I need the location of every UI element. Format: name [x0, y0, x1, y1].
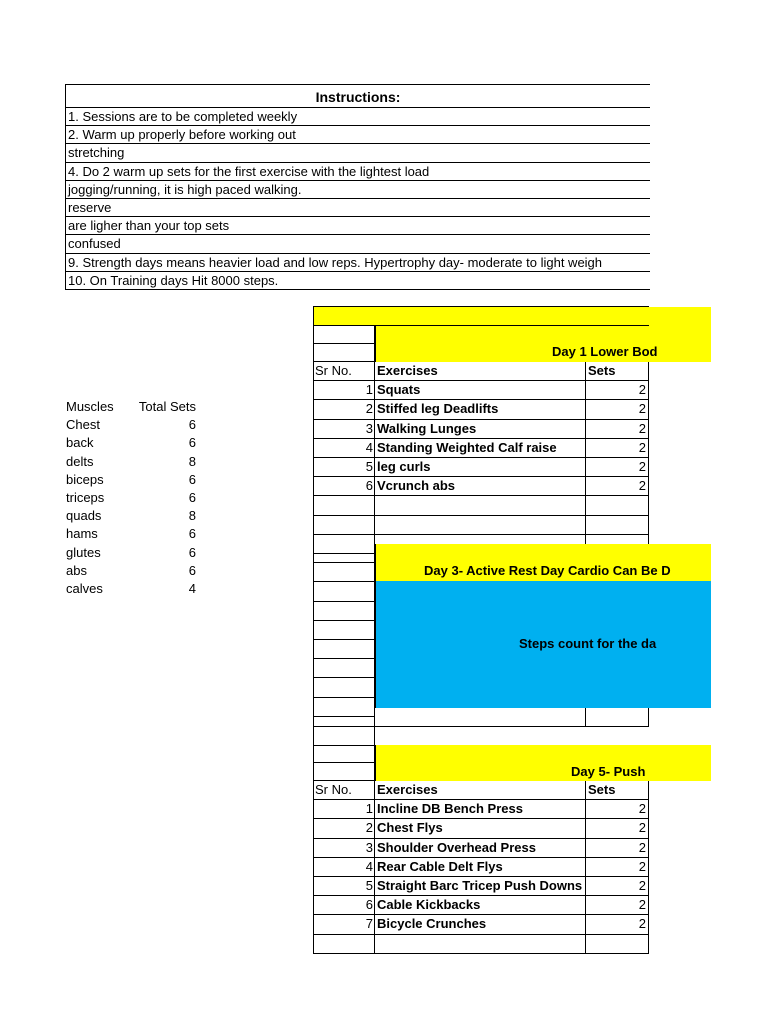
- muscle-sets: 6: [188, 562, 196, 578]
- empty-row: [313, 496, 649, 515]
- day5-title-band: [375, 745, 711, 781]
- day1-table: [313, 362, 649, 554]
- muscle-row: [66, 562, 196, 580]
- row-sr: 5: [313, 877, 375, 895]
- table-row: [313, 839, 649, 858]
- row-sets: 2: [586, 477, 649, 495]
- row-sr: 1: [313, 381, 375, 399]
- row-exercise: Bicycle Crunches: [375, 915, 586, 933]
- row-sets: 2: [586, 839, 649, 857]
- muscle-row: [66, 416, 196, 434]
- empty-row: [313, 935, 649, 954]
- steps-band: [375, 581, 711, 708]
- day3-title: Day 3- Active Rest Day Cardio Can Be D: [424, 563, 671, 578]
- row-sets: 2: [586, 819, 649, 837]
- muscle-name: triceps: [66, 489, 105, 505]
- row-sr: 5: [313, 458, 375, 476]
- col-sr-header: Sr No.: [313, 362, 375, 380]
- muscle-row: [66, 489, 196, 507]
- instruction-row: 4. Do 2 warm up sets for the first exercise with the lightest load: [66, 163, 650, 181]
- row-exercise: Vcrunch abs: [375, 477, 586, 495]
- table-row: [313, 915, 649, 934]
- muscle-name: quads: [66, 508, 102, 524]
- muscle-sets: 6: [188, 489, 196, 505]
- muscle-row: [66, 507, 196, 525]
- muscle-row: [66, 580, 196, 598]
- row-sets: 2: [586, 896, 649, 914]
- muscle-name: abs: [66, 562, 87, 578]
- col-sets-header: Sets: [586, 781, 649, 799]
- instruction-row: confused: [66, 235, 650, 253]
- day3-title-band: [375, 544, 711, 581]
- day5-spacer-cells: [313, 745, 375, 781]
- instruction-row: 9. Strength days means heavier load and low reps. Hypertrophy day- moderate to light weigh: [66, 254, 650, 272]
- row-sets: 2: [586, 439, 649, 457]
- muscle-sets: 8: [188, 508, 196, 524]
- instruction-row: reserve: [66, 199, 650, 217]
- muscle-sets: 4: [188, 580, 196, 596]
- col-exercises-header: Exercises: [375, 362, 586, 380]
- table-row: [313, 877, 649, 896]
- row-sr: 4: [313, 858, 375, 876]
- muscle-sets-summary: [66, 398, 196, 598]
- muscle-row: [66, 544, 196, 562]
- table-row: [313, 381, 649, 400]
- row-sr: 2: [313, 400, 375, 418]
- row-exercise: Stiffed leg Deadlifts: [375, 400, 586, 418]
- day1-spacer-cells: [313, 326, 375, 362]
- top-yellow-band-right: [649, 307, 711, 327]
- muscle-row: [66, 525, 196, 543]
- row-sr: 1: [313, 800, 375, 818]
- muscle-name: delts: [66, 453, 94, 469]
- top-yellow-band: [313, 306, 649, 326]
- row-sets: 2: [586, 400, 649, 418]
- muscle-sets: 6: [188, 417, 196, 433]
- muscle-name: glutes: [66, 544, 101, 560]
- row-sets: 2: [586, 458, 649, 476]
- muscle-name: calves: [66, 580, 103, 596]
- instruction-row: 1. Sessions are to be completed weekly: [66, 108, 650, 126]
- day1-title: Day 1 Lower Bod: [552, 344, 658, 359]
- row-sets: 2: [586, 420, 649, 438]
- row-exercise: leg curls: [375, 458, 586, 476]
- row-sr: 7: [313, 915, 375, 933]
- day3-left-cells: [313, 544, 375, 717]
- muscle-sets: 6: [188, 471, 196, 487]
- instruction-row: stretching: [66, 144, 650, 162]
- row-sr: 3: [313, 420, 375, 438]
- instruction-row: 2. Warm up properly before working out: [66, 126, 650, 144]
- table-row: [313, 477, 649, 496]
- row-exercise: Shoulder Overhead Press: [375, 839, 586, 857]
- instructions-title: Instructions:: [66, 85, 650, 108]
- col-sets-header: Sets: [586, 362, 649, 380]
- day1-header-row: [313, 362, 649, 381]
- muscle-name: Chest: [66, 417, 100, 433]
- muscles-header: Muscles: [66, 399, 114, 414]
- muscle-sets: 6: [188, 526, 196, 542]
- table-row: [313, 858, 649, 877]
- row-exercise: Chest Flys: [375, 819, 586, 837]
- steps-count-label: Steps count for the da: [519, 636, 657, 651]
- table-row: [313, 819, 649, 838]
- row-sets: 2: [586, 800, 649, 818]
- instruction-row: 10. On Training days Hit 8000 steps.: [66, 272, 650, 290]
- instructions-table: [65, 84, 650, 290]
- row-sr: 4: [313, 439, 375, 457]
- muscle-sets: 6: [188, 544, 196, 560]
- row-sets: 2: [586, 381, 649, 399]
- row-exercise: Straight Barc Tricep Push Downs: [375, 877, 586, 895]
- row-exercise: Walking Lunges: [375, 420, 586, 438]
- muscle-sets: 6: [188, 435, 196, 451]
- muscle-name: back: [66, 435, 94, 451]
- muscle-header-row: [66, 398, 196, 416]
- table-row: [313, 458, 649, 477]
- col-sr-header: Sr No.: [313, 781, 375, 799]
- row-exercise: Rear Cable Delt Flys: [375, 858, 586, 876]
- muscle-name: hams: [66, 526, 98, 542]
- muscle-name: biceps: [66, 471, 104, 487]
- row-sets: 2: [586, 915, 649, 933]
- table-row: [313, 439, 649, 458]
- row-sr: 6: [313, 896, 375, 914]
- row-exercise: Squats: [375, 381, 586, 399]
- day3-empty-row: [313, 708, 649, 746]
- col-exercises-header: Exercises: [375, 781, 586, 799]
- muscle-sets: 8: [188, 453, 196, 469]
- row-sets: 2: [586, 877, 649, 895]
- table-row: [313, 896, 649, 915]
- row-exercise: Cable Kickbacks: [375, 896, 586, 914]
- instruction-row: jogging/running, it is high paced walking.: [66, 181, 650, 199]
- table-row: [313, 800, 649, 819]
- muscle-row: [66, 434, 196, 452]
- day5-header-row: [313, 781, 649, 800]
- table-row: [313, 420, 649, 439]
- row-exercise: Standing Weighted Calf raise: [375, 439, 586, 457]
- muscle-row: [66, 471, 196, 489]
- row-sr: 3: [313, 839, 375, 857]
- row-sr: 2: [313, 819, 375, 837]
- row-sr: 6: [313, 477, 375, 495]
- day5-table: [313, 781, 649, 954]
- table-row: [313, 400, 649, 419]
- row-exercise: Incline DB Bench Press: [375, 800, 586, 818]
- day1-title-band: [375, 326, 711, 362]
- instruction-row: are ligher than your top sets: [66, 217, 650, 235]
- row-sets: 2: [586, 858, 649, 876]
- empty-row: [313, 516, 649, 535]
- total-sets-header: Total Sets: [138, 399, 196, 414]
- muscle-row: [66, 453, 196, 471]
- day5-title: Day 5- Push: [571, 764, 646, 779]
